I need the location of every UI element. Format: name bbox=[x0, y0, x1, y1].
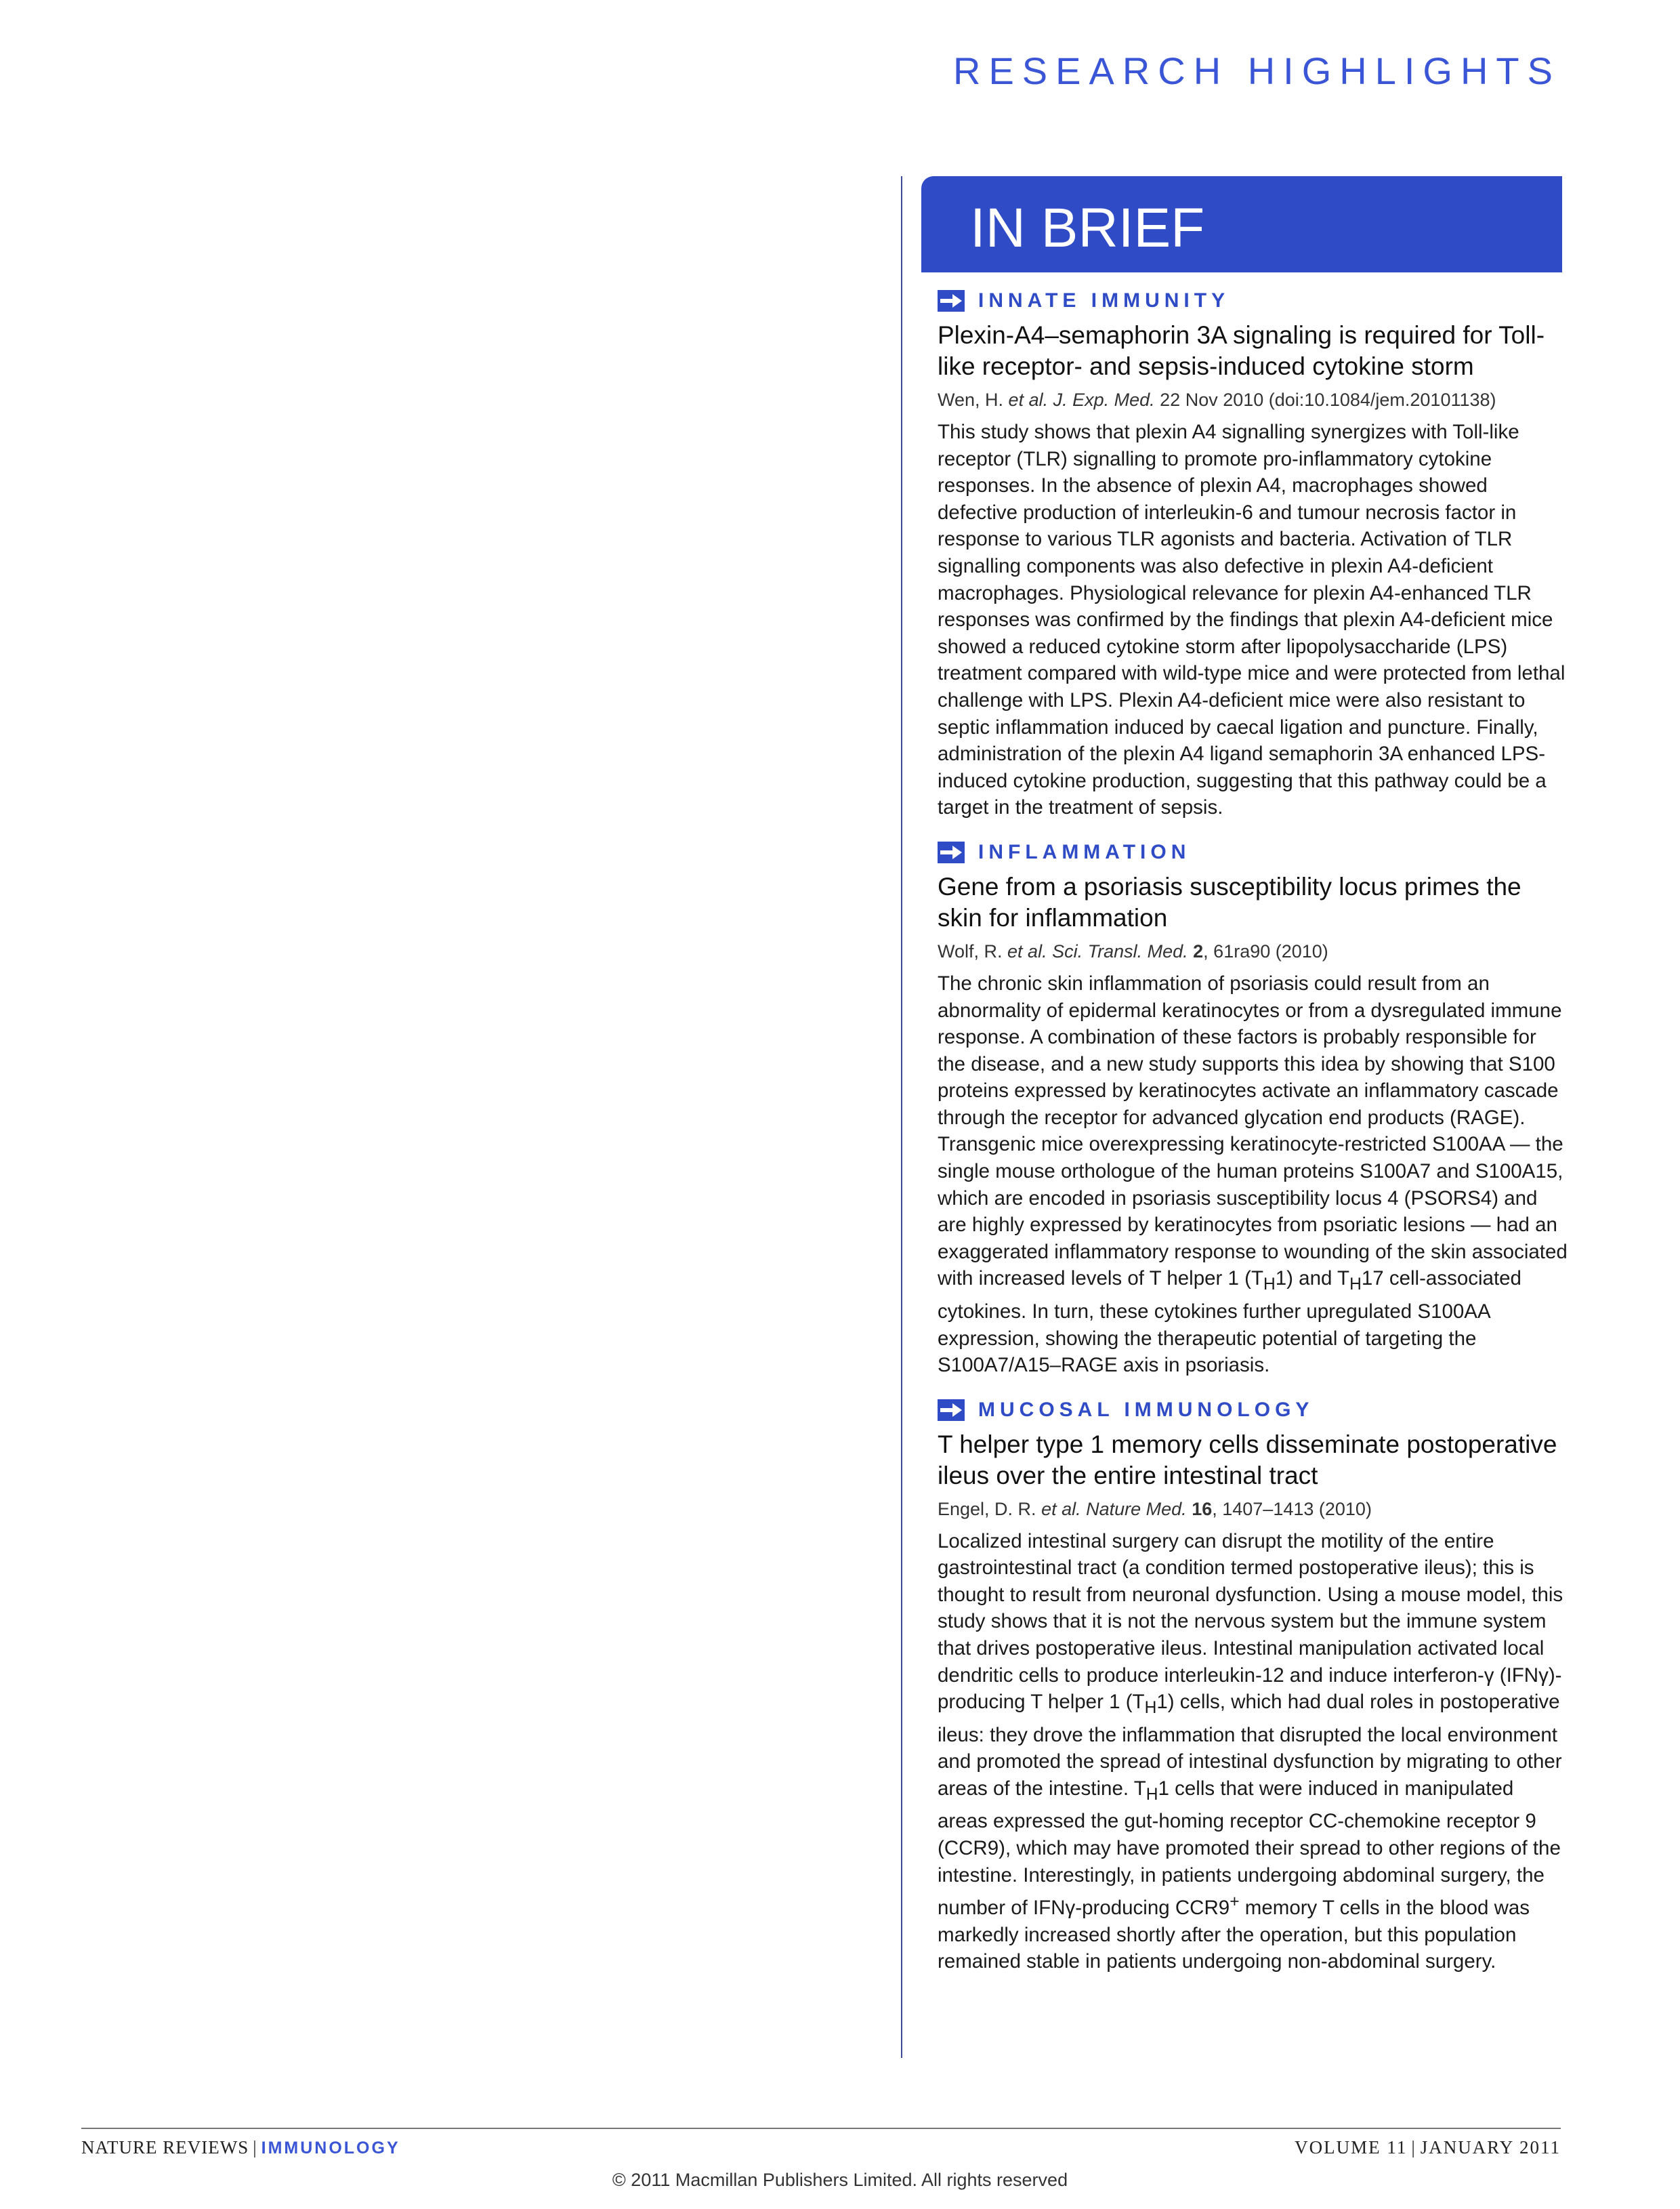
in-brief-column bbox=[901, 176, 1568, 2058]
category-label: INFLAMMATION bbox=[978, 840, 1191, 863]
citation-authors: Engel, D. R. bbox=[938, 1498, 1042, 1519]
citation-rest: , 61ra90 (2010) bbox=[1203, 941, 1328, 962]
footer-journal bbox=[81, 2137, 400, 2158]
in-brief-title: IN BRIEF bbox=[970, 197, 1205, 259]
article-body bbox=[938, 1528, 1568, 1975]
brief-content bbox=[938, 285, 1568, 1990]
body-text: 1) cells, which had dual roles in postoperative ileus: they drove the inflammation that disrupted the local environment and promoted the spread of intestinal dysfunction by migrating to other areas of the intestine. T bbox=[938, 1691, 1562, 1800]
citation bbox=[938, 939, 1568, 964]
article-title: Gene from a psoriasis susceptibility locus primes the skin for inflammation bbox=[938, 872, 1521, 932]
running-head: RESEARCH HIGHLIGHTS bbox=[953, 49, 1561, 92]
citation-rest: 22 Nov 2010 (doi:10.1084/jem.20101138) bbox=[1154, 390, 1496, 410]
subscript: H bbox=[1146, 1785, 1158, 1804]
journal-name: NATURE REVIEWS bbox=[81, 2137, 249, 2158]
article-title: Plexin-A4–semaphorin 3A signaling is required for Toll-like receptor- and sepsis-induced cytokine storm bbox=[938, 321, 1545, 380]
citation-authors: Wolf, R. bbox=[938, 941, 1008, 962]
arrow-right-icon bbox=[938, 842, 965, 863]
citation-etal: et al. bbox=[1008, 390, 1049, 410]
arrow-right-icon bbox=[938, 1399, 965, 1421]
in-brief-banner bbox=[921, 176, 1562, 272]
citation-journal: Nature Med. bbox=[1080, 1498, 1187, 1519]
category-label: MUCOSAL IMMUNOLOGY bbox=[978, 1398, 1314, 1421]
category-heading bbox=[938, 1394, 1568, 1426]
article-title: T helper type 1 memory cells disseminate postoperative ileus over the entire intestinal tract bbox=[938, 1430, 1557, 1489]
footer-separator: | bbox=[253, 2137, 257, 2158]
category-heading bbox=[938, 285, 1568, 317]
superscript: + bbox=[1230, 1893, 1240, 1912]
body-text: 1) and T bbox=[1275, 1267, 1350, 1290]
brief-item-mucosal-immunology bbox=[938, 1394, 1568, 1975]
citation-journal: Sci. Transl. Med. bbox=[1047, 941, 1188, 962]
issue-date: JANUARY 2011 bbox=[1420, 2137, 1561, 2158]
volume-label: VOLUME 11 bbox=[1295, 2137, 1408, 2158]
subscript: H bbox=[1144, 1699, 1157, 1718]
journal-subtitle: IMMUNOLOGY bbox=[261, 2139, 400, 2158]
subscript: H bbox=[1263, 1275, 1276, 1294]
citation-volume: 16 bbox=[1186, 1498, 1213, 1519]
citation bbox=[938, 1497, 1568, 1521]
body-text: 17 cell-associated cytokines. In turn, these cytokines further upregulated S100AA expression, showing the therapeutic potential of targeting the S100A7/A15–RAGE axis in psoriasis. bbox=[938, 1267, 1521, 1377]
brief-item-innate-immunity bbox=[938, 285, 1568, 821]
citation-rest: , 1407–1413 (2010) bbox=[1212, 1498, 1372, 1519]
body-text: memory T cells in the blood was markedly increased shortly after the operation, but this population remained stable in patients undergoing non-abdominal surgery. bbox=[938, 1897, 1530, 1973]
footer-rule bbox=[81, 2128, 1561, 2129]
footer-separator: | bbox=[1411, 2137, 1416, 2158]
copyright-notice: © 2011 Macmillan Publishers Limited. All rights reserved bbox=[612, 2170, 1068, 2190]
article-body: This study shows that plexin A4 signalling synergizes with Toll-like receptor (TLR) signalling to promote pro-inflammatory cytokine responses. In the absence of plexin A4, macrophages showed defective production of interleukin-6 and tumour necrosis factor in response to various TLR agonists and bacteria. Activation of TLR signalling components was also defective in plexin A4-deficient macrophages. Physiological relevance for plexin A4-enhanced TLR responses was confirmed by the findings that plexin A4-deficient mice showed a reduced cytokine storm after lipopolysaccharide (LPS) treatment compared with wild-type mice and were protected from lethal challenge with LPS. Plexin A4-deficient mice were also resistant to septic inflammation induced by caecal ligation and puncture. Finally, administration of the plexin A4 ligand semaphorin 3A enhanced LPS-induced cytokine production, suggesting that this pathway could be a target in the treatment of sepsis. bbox=[938, 421, 1566, 819]
subscript: H bbox=[1349, 1275, 1362, 1294]
citation-etal: et al. bbox=[1041, 1498, 1081, 1519]
arrow-right-icon bbox=[938, 290, 965, 312]
article-body bbox=[938, 970, 1568, 1379]
citation-authors: Wen, H. bbox=[938, 390, 1009, 410]
citation-volume: 2 bbox=[1188, 941, 1204, 962]
category-label: INNATE IMMUNITY bbox=[978, 289, 1230, 312]
citation-etal: et al. bbox=[1007, 941, 1047, 962]
category-heading bbox=[938, 836, 1568, 869]
body-text: The chronic skin inflammation of psoriasis could result from an abnormality of epidermal keratinocytes or from a dysregulated immune response. A combination of these factors is probably responsible for the disease, and a new study supports this idea by showing that S100 proteins expressed by keratinocytes activate an inflammatory cascade through the receptor for advanced glycation end products (RAGE). Transgenic mice overexpressing keratinocyte-restricted S100AA — the single mouse orthologue of the human proteins S100A7 and S100A15, which are encoded in psoriasis susceptibility locus 4 (PSORS4) and are highly expressed by keratinocytes from psoriatic lesions — had an exaggerated inflammatory response to wounding of the skin associated with increased levels of T helper 1 (T bbox=[938, 972, 1568, 1290]
body-text: 1 cells that were induced in manipulated areas expressed the gut-homing receptor CC-chemokine receptor 9 (CCR9), which may have promoted their spread to other regions of the intestine. Interestingly, in patients undergoing abdominal surgery, the number of IFNγ-producing CCR9 bbox=[938, 1777, 1561, 1920]
citation bbox=[938, 388, 1568, 412]
brief-item-inflammation bbox=[938, 836, 1568, 1379]
footer-issue bbox=[1295, 2137, 1561, 2158]
body-text: Localized intestinal surgery can disrupt the motility of the entire gastrointestinal tract (a condition termed postoperative ileus); this is thought to result from neuronal dysfunction. Using a mouse model, this study shows that it is not the nervous system but the immune system that drives postoperative ileus. Intestinal manipulation activated local dendritic cells to produce interleukin-12 and induce interferon-γ (IFNγ)-producing T helper 1 (T bbox=[938, 1529, 1563, 1714]
citation-journal: J. Exp. Med. bbox=[1048, 390, 1155, 410]
